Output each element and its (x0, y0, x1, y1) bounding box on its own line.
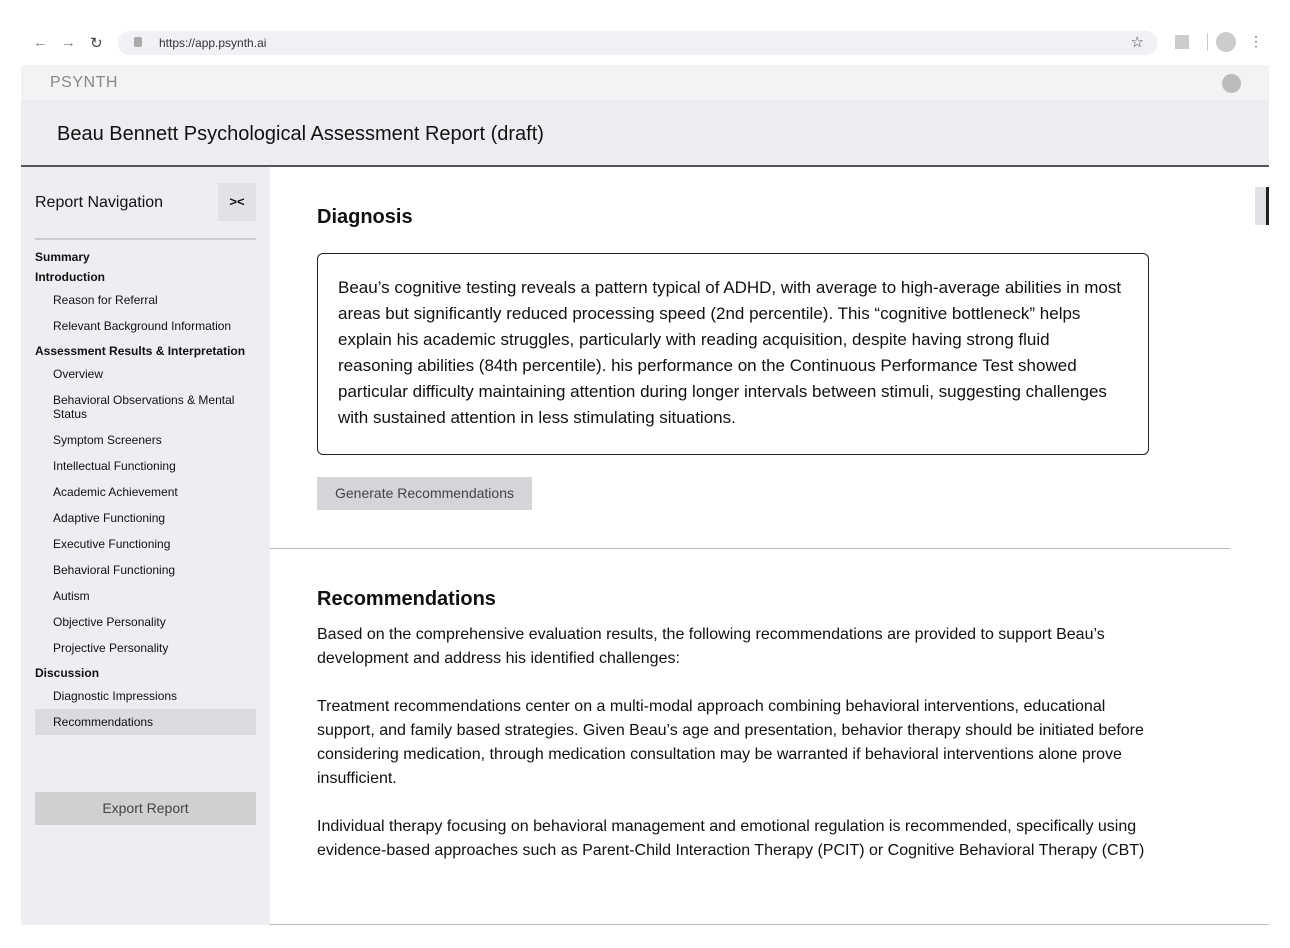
divider (1207, 33, 1208, 51)
sidebar-item[interactable]: Behavioral Observations & Mental Status (53, 393, 235, 421)
diagnosis-textarea[interactable]: Beau’s cognitive testing reveals a pattern typical of ADHD, with average to high-average abilities in most areas but significantly reduced processing speed (2nd percentile). This “cognitive bottleneck” helps explain his academic struggles, particularly with reading acquisition, despite having strong fluid reasoning abilities (84th percentile). his performance on the Continuous Performance Test showed particular difficulty maintaining attention during longer intervals between stimuli, suggesting challenges with sustained attention in less stimulating situations. (317, 253, 1149, 455)
page-title: Beau Bennett Psychological Assessment Report (draft) (57, 123, 544, 145)
title-bar (21, 100, 1269, 167)
recommendation-paragraph: Individual therapy focusing on behavioral management and emotional regulation is recommended, specifically using evidence-based approaches such as Parent-Child Interaction Therapy (PCIT) or Cognitive Behavioral Therapy (CBT) (317, 818, 1145, 859)
lock-icon (134, 37, 142, 47)
main-content (270, 167, 1269, 925)
app (21, 65, 1269, 925)
diagnosis-heading: Diagnosis (317, 206, 413, 228)
recommendations-text (317, 623, 1157, 887)
divider (270, 924, 1269, 925)
browser-toolbar (0, 28, 1290, 58)
divider (270, 548, 1230, 549)
sidebar-item[interactable]: Behavioral Functioning (53, 563, 176, 577)
sidebar-item[interactable]: Diagnostic Impressions (53, 689, 178, 703)
sidebar-item[interactable]: Relevant Background Information (53, 319, 232, 333)
nav-list (35, 247, 256, 735)
app-topbar (21, 65, 1269, 100)
sidebar-item[interactable]: Executive Functioning (53, 537, 171, 551)
address-bar[interactable] (118, 31, 1158, 55)
right-panel-handle[interactable] (1255, 187, 1269, 225)
reload-icon[interactable]: ↻ (90, 35, 103, 52)
profile-icon[interactable] (1216, 32, 1236, 52)
extension-icon[interactable] (1175, 35, 1189, 49)
logo[interactable]: PSYNTH (50, 74, 118, 91)
generate-recommendations-button[interactable]: Generate Recommendations (317, 477, 532, 510)
sidebar-title: Report Navigation (35, 194, 164, 211)
sidebar-item[interactable]: Recommendations (35, 709, 256, 735)
sidebar-item[interactable]: Intellectual Functioning (53, 459, 176, 473)
divider (35, 238, 256, 240)
sidebar-item[interactable]: Academic Achievement (53, 485, 178, 499)
sidebar-item[interactable]: Reason for Referral (53, 293, 158, 307)
recommendation-paragraph: Treatment recommendations center on a multi-modal approach combining behavioral interventions, educational support, and family based strategies. Given Beau’s age and presentation, behavior therapy should be initiated before considering medication, through medication consultation may be warranted if behavioral interventions alone prove insufficient. (317, 698, 1144, 787)
sidebar-item[interactable]: Projective Personality (53, 641, 169, 655)
sidebar-item[interactable]: Introduction (35, 270, 105, 284)
menu-icon[interactable]: ⋮ (1249, 33, 1263, 49)
recommendation-paragraph: Based on the comprehensive evaluation results, the following recommendations are provided to support Beau’s development and address his identified challenges: (317, 626, 1105, 667)
sidebar-item[interactable]: Summary (35, 250, 90, 264)
export-report-button[interactable]: Export Report (35, 792, 256, 825)
sidebar-item[interactable]: Autism (53, 589, 90, 603)
sidebar-item[interactable]: Overview (53, 367, 104, 381)
sidebar-item[interactable]: Assessment Results & Interpretation (35, 344, 246, 358)
collapse-sidebar-button[interactable]: >< (218, 183, 256, 221)
back-icon[interactable]: ← (33, 34, 48, 51)
recommendations-heading: Recommendations (317, 588, 496, 610)
report-navigation (21, 167, 270, 925)
sidebar-item[interactable]: Symptom Screeners (53, 433, 162, 447)
sidebar-item[interactable]: Discussion (35, 666, 100, 680)
url-text: https://app.psynth.ai (159, 36, 267, 50)
sidebar-item[interactable]: Objective Personality (53, 615, 166, 629)
forward-icon[interactable]: → (61, 34, 76, 51)
bookmark-star-icon[interactable]: ☆ (1130, 34, 1144, 51)
avatar[interactable] (1222, 74, 1241, 93)
sidebar-item[interactable]: Adaptive Functioning (53, 511, 166, 525)
